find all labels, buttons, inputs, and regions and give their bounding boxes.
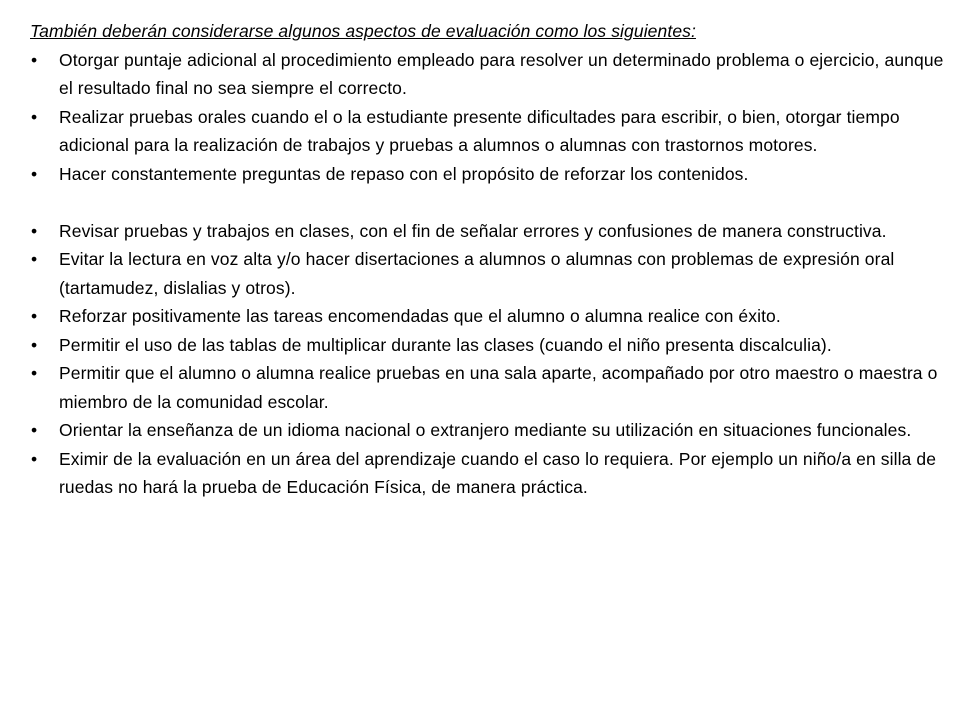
list-item-text: Permitir el uso de las tablas de multiplicar durante las clases (cuando el niño presenta discalculia).: [59, 334, 832, 355]
list-item: [30, 416, 950, 445]
list-item: [30, 359, 950, 416]
list-item: [30, 245, 950, 302]
list-item: [30, 331, 950, 360]
list-item: [30, 160, 950, 189]
bullet-icon: •: [31, 249, 38, 269]
slide-content: [30, 17, 950, 502]
evaluation-aspects-list: [30, 46, 950, 502]
list-item-text: Hacer constantemente preguntas de repaso con el propósito de reforzar los contenidos.: [59, 163, 749, 184]
list-item-text: Eximir de la evaluación en un área del aprendizaje cuando el caso lo requiera. Por ejemplo un niño/a en silla de ruedas no hará la prueba de Educación Física, de manera práctica.: [59, 448, 937, 497]
section-heading: También deberán considerarse algunos aspectos de evaluación como los siguientes:: [30, 21, 696, 41]
list-item: [30, 46, 950, 103]
bullet-icon: •: [31, 106, 38, 127]
list-item: [30, 302, 950, 331]
bullet-icon: •: [31, 334, 38, 355]
bullet-icon: •: [31, 448, 38, 469]
list-item-text: Otorgar puntaje adicional al procedimiento empleado para resolver un determinado problema o ejercicio, aunque el resultado final no sea siempre el correcto.: [59, 49, 944, 98]
list-item-text: Evitar la lectura en voz alta y/o hacer disertaciones a alumnos o alumnas con problemas de expresión oral (tartamudez, dislalias y otros).: [59, 249, 895, 298]
list-item-text: Revisar pruebas y trabajos en clases, con el fin de señalar errores y confusiones de manera constructiva.: [59, 220, 887, 241]
bullet-icon: •: [31, 220, 38, 241]
bullet-icon: •: [31, 163, 38, 184]
list-item: [30, 217, 950, 246]
list-item: [30, 445, 950, 502]
list-item-text: Permitir que el alumno o alumna realice pruebas en una sala aparte, acompañado por otro maestro o maestra o miembro de la comunidad escolar.: [59, 363, 938, 412]
list-item-text: Realizar pruebas orales cuando el o la estudiante presente dificultades para escribir, o bien, otorgar tiempo adicional para la realización de trabajos y pruebas a alumnos o alumnas con trastornos motores.: [59, 106, 900, 155]
list-item: [30, 103, 950, 160]
bullet-icon: •: [31, 363, 38, 383]
list-item-text: Orientar la enseñanza de un idioma nacional o extranjero mediante su utilización en situaciones funcionales.: [59, 420, 912, 440]
bullet-icon: •: [31, 49, 38, 70]
bullet-icon: •: [31, 306, 38, 326]
bullet-icon: •: [31, 420, 38, 440]
list-item-text: Reforzar positivamente las tareas encomendadas que el alumno o alumna realice con éxito.: [59, 306, 781, 326]
